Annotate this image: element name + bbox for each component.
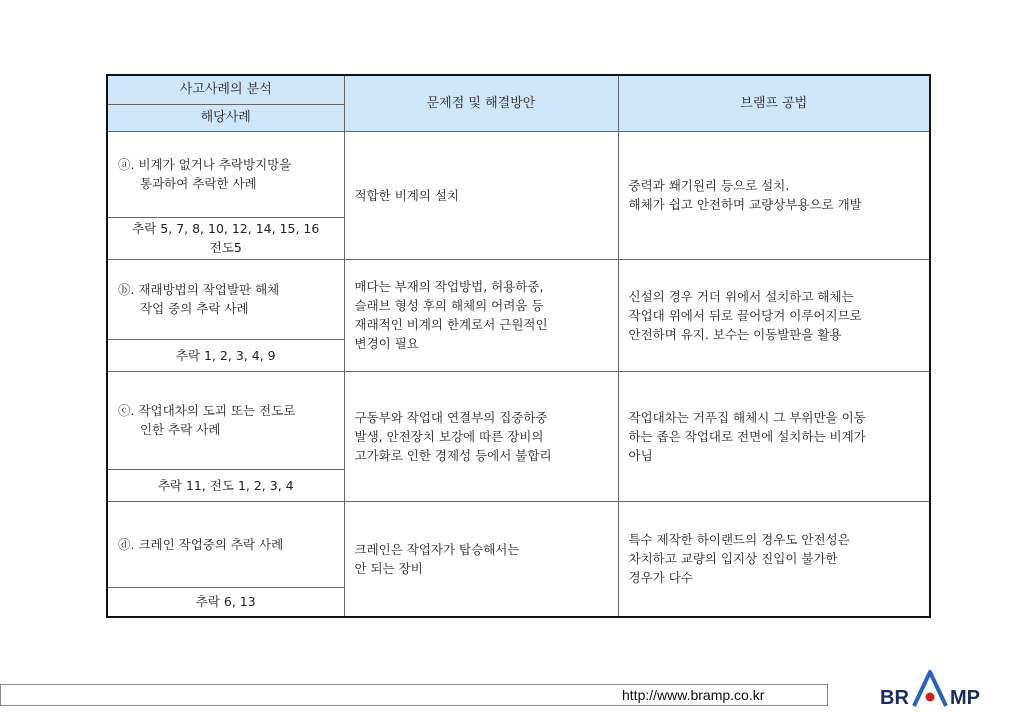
problem-line: 매다는 부재의 작업방법, 허용하중, [354,279,544,294]
solution-line: 하는 좁은 작업대로 전면에 설치하는 비계가 [628,428,866,444]
case-desc-line1: ⓓ. 크레인 작업중의 추락 사례 [118,536,284,552]
problem-line: 재래적인 비계의 한계로서 근원적인 [354,317,548,332]
case-desc-line1: ⓒ. 작업대차의 도괴 또는 전도로 [118,403,296,418]
solution-line: 작업대차는 거푸집 해체시 그 부위만을 이동 [628,409,866,425]
problem-cell-a [344,131,618,259]
solution-cell-c [618,371,930,501]
solution-cell-b [618,259,930,371]
refs-line2: 전도5 [209,240,242,255]
bramp-logo [880,666,990,712]
case-cell-d [107,501,344,587]
solution-line: 작업대 위에서 뒤로 끌어당겨 이루어지므로 [628,307,862,323]
solution-line: 안전하며 유지. 보수는 이동발판을 활용 [628,326,842,342]
solution-cell-a [618,131,930,259]
refs-cell-b: 추락 1, 2, 3, 4, 9 [107,339,344,371]
problem-cell-b [344,259,618,371]
problem-line: 구동부와 작업대 연결부의 집중하중 [354,409,548,425]
solution-line: 차치하고 교량의 입지상 진입이 불가한 [628,551,838,567]
problem-cell-d [344,501,618,617]
logo-left-text: BR [880,687,909,708]
problem-line: 크레인은 작업자가 탑승해서는 [354,541,520,557]
refs-cell-c: 추락 11, 전도 1, 2, 3, 4 [107,469,344,501]
solution-line: 중력과 쐐기원리 등으로 설치. [628,178,790,193]
case-desc-line2: 작업 중의 추락 사례 [140,301,249,316]
logo-right-text: MP [950,687,980,708]
case-cell-a [107,131,344,217]
problem-line: 고가화로 인한 경제성 등에서 불합리 [354,447,552,463]
refs-cell-a [107,217,344,259]
case-cell-c [107,371,344,469]
website-url: http://www.bramp.co.kr [622,687,765,703]
logo-dot-icon [926,693,935,702]
case-cell-b [107,259,344,339]
refs-line1: 추락 5, 7, 8, 10, 12, 14, 15, 16 [132,221,320,236]
header-cases: 해당사례 [107,104,344,131]
header-analysis: 사고사례의 분석 [107,75,344,104]
case-desc-line2: 인한 추락 사례 [140,422,221,437]
problem-line: 안 되는 장비 [354,560,423,576]
analysis-table [106,74,931,618]
case-desc-line2: 통과하여 추락한 사례 [140,176,257,191]
case-desc-line1: ⓐ. 비계가 없거나 추락방지망을 [118,157,292,172]
solution-cell-d [618,501,930,617]
solution-line: 경우가 다수 [628,570,693,586]
case-desc-line1: ⓑ. 재래방법의 작업발판 해체 [118,282,280,297]
refs-cell-d: 추락 6, 13 [107,587,344,617]
problem-line: 변경이 필요 [354,336,419,351]
solution-line: 신설의 경우 거더 위에서 설치하고 해체는 [628,288,854,304]
solution-line: 특수 제작한 하이랜드의 경우도 안전성은 [628,532,850,548]
problem-line: 슬래브 형성 후의 해체의 어려움 등 [354,298,544,313]
problem-line: 발생, 안전장치 보강에 따른 장비의 [354,428,544,444]
solution-line: 아님 [628,447,653,463]
problem-cell-c [344,371,618,501]
problem-line: 적합한 비계의 설치 [354,187,460,203]
header-bramp: 브램프 공법 [618,75,930,131]
header-problem: 문제점 및 해결방안 [344,75,618,131]
solution-line: 해체가 쉽고 안전하며 교량상부용으로 개발 [628,197,862,212]
